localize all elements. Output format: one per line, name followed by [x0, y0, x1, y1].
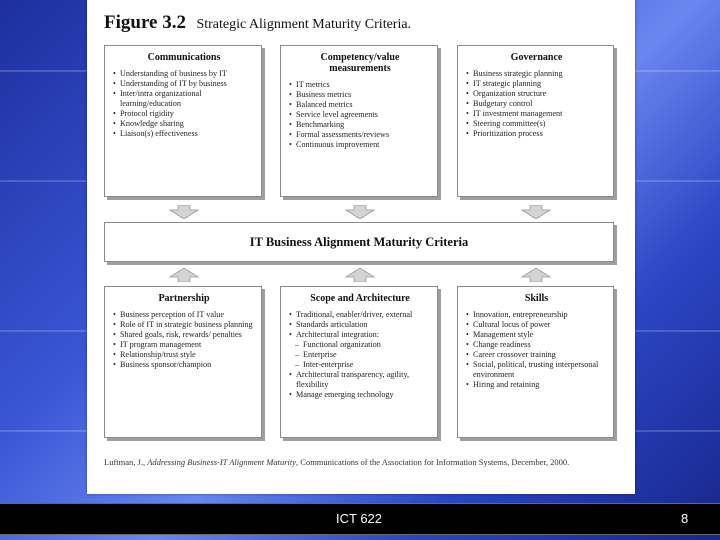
down-arrow-icon	[169, 205, 199, 219]
list-item: • Shared goals, risk, rewards/ penalties	[113, 330, 255, 340]
figure-number: Figure 3.2	[104, 12, 186, 33]
figure-caption: Strategic Alignment Maturity Criteria.	[196, 17, 412, 32]
figure-citation	[104, 456, 614, 468]
skills-box	[457, 286, 614, 438]
box-title: Governance	[510, 52, 563, 63]
citation-prefix: Luftman, J.,	[104, 457, 146, 467]
partnership-box	[104, 286, 262, 438]
center-criteria-band	[104, 222, 614, 262]
list-item: • Prioritization process	[466, 129, 607, 139]
list-item: • Manage emerging technology	[289, 390, 431, 400]
box-title: Competency/value measurements	[320, 52, 400, 74]
list-subitem: – Functional organization	[289, 340, 431, 350]
list-item: • Service level agreements	[289, 110, 431, 120]
box-title: Partnership	[158, 293, 210, 304]
list-item: • Relationship/trust style	[113, 350, 255, 360]
up-arrow-icon	[169, 268, 199, 282]
list-item: • IT metrics	[289, 80, 431, 90]
box-title: Communications	[147, 52, 221, 63]
list-item: • IT investment management	[466, 109, 607, 119]
list-item: • Business strategic planning	[466, 69, 607, 79]
scope-architecture-box	[280, 286, 438, 438]
list-item: • Social, political, trusting interpersonal environment	[466, 360, 607, 380]
list-item: • Architectural integration:	[289, 330, 431, 340]
list-item: • Organization structure	[466, 89, 607, 99]
list-item: • Innovation, entrepreneurship	[466, 310, 607, 320]
list-item: • Liaison(s) effectiveness	[113, 129, 255, 139]
up-arrow-icon	[521, 268, 551, 282]
list-subitem: – Enterprise	[289, 350, 431, 360]
citation-title: Addressing Business-IT Alignment Maturity	[147, 457, 297, 467]
list-item: • Traditional, enabler/driver, external	[289, 310, 431, 320]
list-item: • Standards articulation	[289, 320, 431, 330]
list-item: • Business sponsor/champion	[113, 360, 255, 370]
list-item: • Role of IT in strategic business planning	[113, 320, 255, 330]
list-item: • Understanding of business by IT	[113, 69, 255, 79]
up-arrow-icon	[345, 268, 375, 282]
communications-box	[104, 45, 262, 197]
list-item: • Business perception of IT value	[113, 310, 255, 320]
list-item: • Cultural locus of power	[466, 320, 607, 330]
citation-suffix: , Communications of the Association for Information Systems, December, 2000.	[296, 457, 570, 467]
list-subitem: – Inter-enterprise	[289, 360, 431, 370]
box-title: Scope and Architecture	[310, 293, 410, 304]
list-item: • Change readiness	[466, 340, 607, 350]
competency-value-box	[280, 45, 438, 197]
list-item: • Architectural transparency, agility, flexibility	[289, 370, 431, 390]
center-label: IT Business Alignment Maturity Criteria	[249, 234, 469, 249]
list-item: • Understanding of IT by business	[113, 79, 255, 89]
list-item: • Budgetary control	[466, 99, 607, 109]
down-arrow-icon	[345, 205, 375, 219]
slide-footer	[0, 503, 720, 535]
figure-image	[87, 0, 635, 494]
slide-number: 8	[681, 511, 689, 526]
list-item: • Benchmarking	[289, 120, 431, 130]
list-item: • Formal assessments/reviews	[289, 130, 431, 140]
list-item: • Hiring and retaining	[466, 380, 607, 390]
figure-title	[104, 12, 411, 34]
course-code: ICT 622	[336, 511, 383, 526]
list-item: • Protocol rigidity	[113, 109, 255, 119]
box-title: Skills	[524, 293, 549, 304]
list-item: • IT strategic planning	[466, 79, 607, 89]
list-item: • Balanced metrics	[289, 100, 431, 110]
down-arrow-icon	[521, 205, 551, 219]
list-item: • Career crossover training	[466, 350, 607, 360]
list-item: • IT program management	[113, 340, 255, 350]
list-item: • Continuous improvement	[289, 140, 431, 150]
list-item: • Steering committee(s)	[466, 119, 607, 129]
list-item: • Business metrics	[289, 90, 431, 100]
list-item: • Management style	[466, 330, 607, 340]
list-item: • Inter/intra organizational learning/education	[113, 89, 255, 109]
governance-box	[457, 45, 614, 197]
list-item: • Knowledge sharing	[113, 119, 255, 129]
